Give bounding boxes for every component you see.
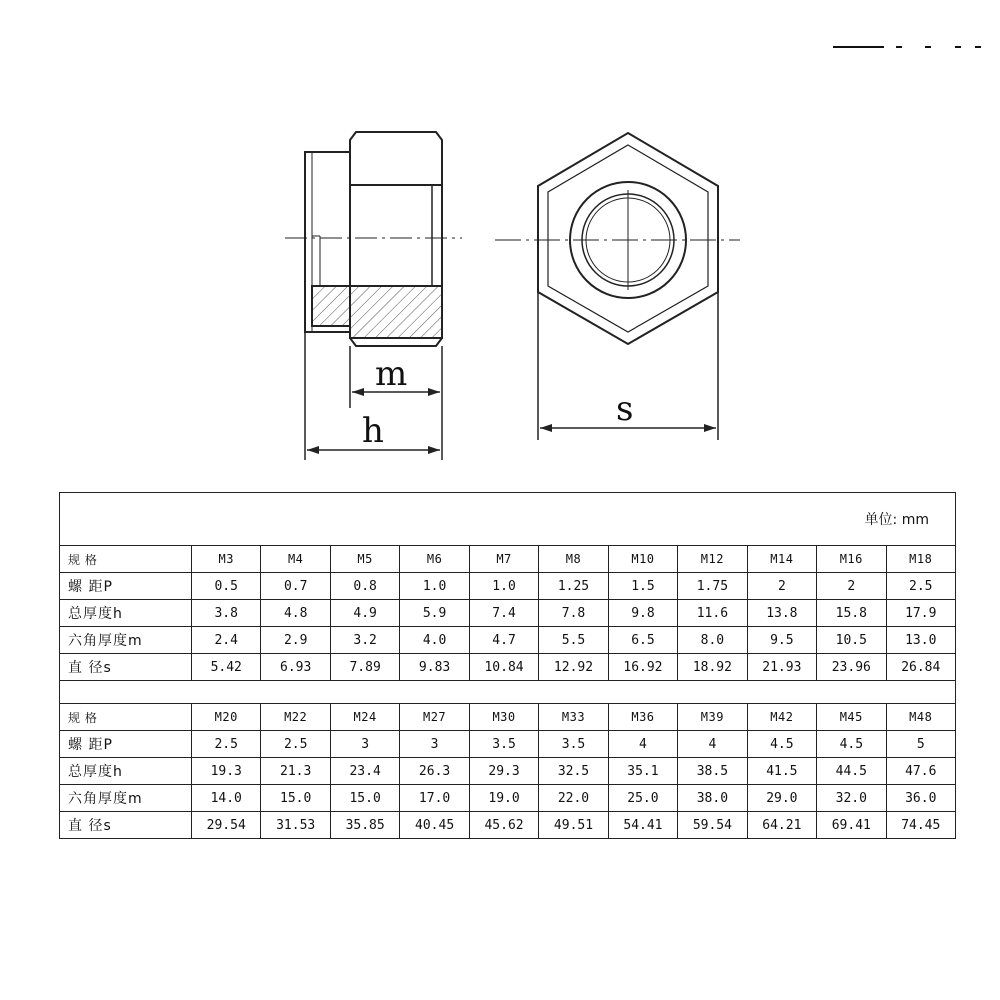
table-cell: 45.62 bbox=[469, 812, 538, 839]
table-cell: 35.1 bbox=[608, 758, 677, 785]
table-cell: 4.5 bbox=[747, 731, 816, 758]
group-separator bbox=[60, 681, 956, 704]
dim-label-s: s bbox=[616, 389, 634, 429]
table-cell: 2.4 bbox=[192, 627, 261, 654]
table-cell: M14 bbox=[747, 546, 816, 573]
table-cell: 1.75 bbox=[678, 573, 747, 600]
hex-thickness-row bbox=[60, 785, 956, 812]
table-cell: 44.5 bbox=[817, 758, 886, 785]
table-cell: 38.5 bbox=[678, 758, 747, 785]
table-cell: 6.5 bbox=[608, 627, 677, 654]
table-cell: 0.7 bbox=[261, 573, 330, 600]
table-cell: 2.9 bbox=[261, 627, 330, 654]
table-cell: 2 bbox=[747, 573, 816, 600]
row-label: 规 格 bbox=[60, 704, 192, 731]
size-row bbox=[60, 546, 956, 573]
table-cell: 29.54 bbox=[192, 812, 261, 839]
table-cell: 41.5 bbox=[747, 758, 816, 785]
table-cell: 35.85 bbox=[330, 812, 399, 839]
table-cell: 32.5 bbox=[539, 758, 608, 785]
table-cell: 9.8 bbox=[608, 600, 677, 627]
table-cell: 38.0 bbox=[678, 785, 747, 812]
size-row bbox=[60, 704, 956, 731]
table-cell: 19.0 bbox=[469, 785, 538, 812]
table-cell: M27 bbox=[400, 704, 469, 731]
unit-label: 单位: mm bbox=[60, 493, 956, 546]
diameter-row bbox=[60, 812, 956, 839]
table-cell: 21.3 bbox=[261, 758, 330, 785]
nut-technical-drawing bbox=[0, 0, 1000, 490]
table-cell: 74.45 bbox=[886, 812, 955, 839]
table-cell: 3.8 bbox=[192, 600, 261, 627]
table-cell: 1.0 bbox=[400, 573, 469, 600]
table-cell: 29.3 bbox=[469, 758, 538, 785]
table-cell: M4 bbox=[261, 546, 330, 573]
table-cell: 3.2 bbox=[330, 627, 399, 654]
table-cell: 26.3 bbox=[400, 758, 469, 785]
row-label: 规 格 bbox=[60, 546, 192, 573]
table-cell: M33 bbox=[539, 704, 608, 731]
row-label: 六角厚度m bbox=[60, 627, 192, 654]
table-cell: M5 bbox=[330, 546, 399, 573]
row-label: 直 径s bbox=[60, 654, 192, 681]
pitch-row bbox=[60, 573, 956, 600]
row-label: 螺 距P bbox=[60, 731, 192, 758]
row-label: 六角厚度m bbox=[60, 785, 192, 812]
table-cell: 4.9 bbox=[330, 600, 399, 627]
table-cell: M6 bbox=[400, 546, 469, 573]
table-cell: 16.92 bbox=[608, 654, 677, 681]
table-cell: 22.0 bbox=[539, 785, 608, 812]
table-cell: M7 bbox=[469, 546, 538, 573]
table-cell: 4 bbox=[678, 731, 747, 758]
table-cell: 17.9 bbox=[886, 600, 955, 627]
table-cell: 5 bbox=[886, 731, 955, 758]
table-cell: M48 bbox=[886, 704, 955, 731]
table-cell: M8 bbox=[539, 546, 608, 573]
dim-label-h: h bbox=[362, 411, 384, 451]
table-cell: 29.0 bbox=[747, 785, 816, 812]
table-cell: 18.92 bbox=[678, 654, 747, 681]
table-cell: M3 bbox=[192, 546, 261, 573]
table-cell: 49.51 bbox=[539, 812, 608, 839]
table-cell: 8.0 bbox=[678, 627, 747, 654]
table-cell: M36 bbox=[608, 704, 677, 731]
table-cell: 13.8 bbox=[747, 600, 816, 627]
table-cell: 1.25 bbox=[539, 573, 608, 600]
table-cell: 9.5 bbox=[747, 627, 816, 654]
table-cell: 6.93 bbox=[261, 654, 330, 681]
nut-front-view bbox=[495, 133, 740, 344]
table-cell: 21.93 bbox=[747, 654, 816, 681]
table-cell: 17.0 bbox=[400, 785, 469, 812]
table-cell: 64.21 bbox=[747, 812, 816, 839]
table-cell: 2.5 bbox=[192, 731, 261, 758]
table-cell: M18 bbox=[886, 546, 955, 573]
table-cell: 4.5 bbox=[817, 731, 886, 758]
table-cell: 1.5 bbox=[608, 573, 677, 600]
table-cell: M10 bbox=[608, 546, 677, 573]
table-cell: 26.84 bbox=[886, 654, 955, 681]
table-cell: 12.92 bbox=[539, 654, 608, 681]
table-cell: 31.53 bbox=[261, 812, 330, 839]
table-cell: M24 bbox=[330, 704, 399, 731]
table-cell: 0.5 bbox=[192, 573, 261, 600]
table-cell: 15.0 bbox=[330, 785, 399, 812]
table-cell: 59.54 bbox=[678, 812, 747, 839]
table-cell: 54.41 bbox=[608, 812, 677, 839]
table-cell: 3 bbox=[330, 731, 399, 758]
row-label: 螺 距P bbox=[60, 573, 192, 600]
table-cell: 2.5 bbox=[261, 731, 330, 758]
table-cell: 11.6 bbox=[678, 600, 747, 627]
table-cell: 7.8 bbox=[539, 600, 608, 627]
table-cell: 4.8 bbox=[261, 600, 330, 627]
table-cell: 3.5 bbox=[469, 731, 538, 758]
table-cell: 4 bbox=[608, 731, 677, 758]
table-cell: M12 bbox=[678, 546, 747, 573]
table-cell: M16 bbox=[817, 546, 886, 573]
row-label: 直 径s bbox=[60, 812, 192, 839]
table-cell: 5.42 bbox=[192, 654, 261, 681]
pitch-row bbox=[60, 731, 956, 758]
table-cell: 10.84 bbox=[469, 654, 538, 681]
table-cell: 69.41 bbox=[817, 812, 886, 839]
table-cell: 14.0 bbox=[192, 785, 261, 812]
table-cell: 2 bbox=[817, 573, 886, 600]
table-cell: 7.89 bbox=[330, 654, 399, 681]
table-cell: 3.5 bbox=[539, 731, 608, 758]
table-cell: M45 bbox=[817, 704, 886, 731]
table-cell: 13.0 bbox=[886, 627, 955, 654]
diameter-row bbox=[60, 654, 956, 681]
row-label: 总厚度h bbox=[60, 758, 192, 785]
dim-label-m: m bbox=[375, 354, 408, 394]
table-cell: 15.0 bbox=[261, 785, 330, 812]
hex-thickness-row bbox=[60, 627, 956, 654]
table-cell: 23.4 bbox=[330, 758, 399, 785]
table-cell: 15.8 bbox=[817, 600, 886, 627]
table-cell: M39 bbox=[678, 704, 747, 731]
table-cell: 7.4 bbox=[469, 600, 538, 627]
row-label: 总厚度h bbox=[60, 600, 192, 627]
table-cell: 0.8 bbox=[330, 573, 399, 600]
table-cell: M42 bbox=[747, 704, 816, 731]
table-cell: 47.6 bbox=[886, 758, 955, 785]
table-cell: 1.0 bbox=[469, 573, 538, 600]
table-cell: 25.0 bbox=[608, 785, 677, 812]
table-cell: 23.96 bbox=[817, 654, 886, 681]
table-cell: 10.5 bbox=[817, 627, 886, 654]
table-cell: 4.0 bbox=[400, 627, 469, 654]
separator-cell bbox=[60, 681, 956, 704]
table-cell: 9.83 bbox=[400, 654, 469, 681]
total-thickness-row bbox=[60, 600, 956, 627]
unit-row bbox=[60, 493, 956, 546]
table-cell: 32.0 bbox=[817, 785, 886, 812]
table-cell: 5.9 bbox=[400, 600, 469, 627]
total-thickness-row bbox=[60, 758, 956, 785]
table-cell: 19.3 bbox=[192, 758, 261, 785]
table-cell: 3 bbox=[400, 731, 469, 758]
spec-table bbox=[59, 492, 956, 839]
table-cell: M20 bbox=[192, 704, 261, 731]
table-cell: M22 bbox=[261, 704, 330, 731]
table-cell: 36.0 bbox=[886, 785, 955, 812]
table-cell: 5.5 bbox=[539, 627, 608, 654]
nut-side-view bbox=[285, 132, 462, 346]
table-cell: 40.45 bbox=[400, 812, 469, 839]
table-cell: 2.5 bbox=[886, 573, 955, 600]
table-cell: M30 bbox=[469, 704, 538, 731]
table-cell: 4.7 bbox=[469, 627, 538, 654]
